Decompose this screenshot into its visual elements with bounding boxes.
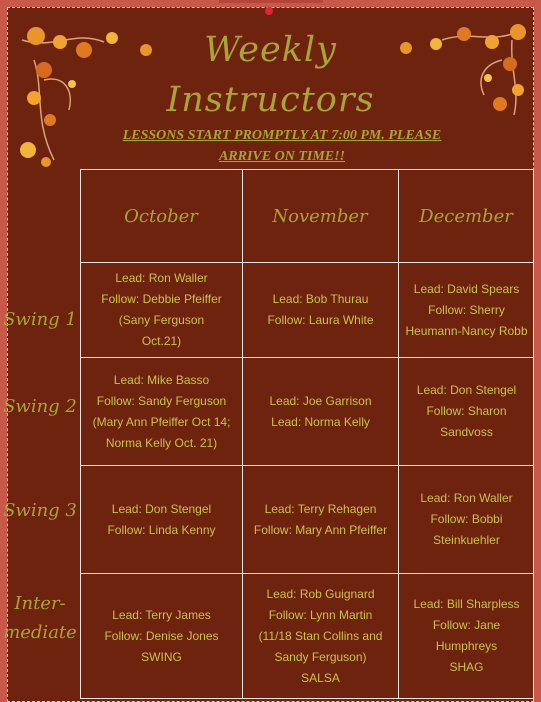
cell-text-line: Norma Kelly Oct. 21) [105,435,218,450]
cell-text-line: Humphreys [435,639,498,653]
cell-text-line: SALSA [301,670,340,685]
cell-text-line: Follow: Lynn Martin [268,607,373,622]
notice-line-1: LESSONS START PROMPTLY AT 7:00 PM. PLEASE [122,128,442,143]
schedule-cell [243,263,398,357]
cell-text-line: Lead: Terry Rehagen [264,501,377,516]
cell-text-line: Follow: Linda Kenny [107,522,216,537]
schedule-cell [81,358,242,465]
cell-text-line: Follow: Laura White [267,313,374,327]
title-line-1: Weekly [204,30,337,70]
cell-text-line: Sandy Ferguson) [274,649,367,664]
row-label: Swing 1 [3,309,77,330]
cell-text-line: Steinkuehler [433,533,500,547]
title-line-2: Instructors [166,80,375,120]
cell-text-line: Lead: Bill Sharpless [413,597,520,611]
cell-text-line: Heumann-Nancy Robb [405,323,528,338]
row-label: Swing 2 [3,396,77,417]
cell-text-line: Oct.21) [141,334,182,348]
cell-text-line: Lead: Don Stengel [416,383,517,397]
cell-text-line: Follow: Sherry [428,302,505,317]
cell-text-line: Lead: Ron Waller [115,271,208,285]
pin-icon [265,7,273,15]
cell-text-line: Follow: Bobbi [430,512,503,526]
cell-text-line: Follow: Debbie Pfeiffer [101,292,222,306]
cell-text-line: Follow: Mary Ann Pfeiffer [253,522,388,537]
schedule-cell [243,574,398,698]
row-label: mediate [3,622,77,643]
notice [92,125,472,167]
month-header: October [124,206,198,227]
schedule-cell [243,466,398,573]
schedule-cell [81,263,242,357]
cell-text-line: Lead: Terry James [112,607,211,622]
cell-text-line: Lead: Rob Guignard [266,586,375,601]
cell-text-line: Lead: Norma Kelly [271,414,370,429]
cell-text-line: (Mary Ann Pfeiffer Oct 14; [92,414,231,429]
cell-text-line: Lead: Don Stengel [111,501,212,516]
month-header: November [272,206,368,227]
schedule-cell [399,263,534,357]
cell-text-line: SHAG [449,660,484,674]
row-label: Inter- [14,593,66,614]
row-label: Swing 3 [3,500,77,521]
cell-text-line: Lead: Bob Thurau [272,292,369,306]
schedule-cell [81,574,242,698]
schedule-cell [81,466,242,573]
cell-text-line: Follow: Jane [432,618,501,632]
cell-text-line: Lead: Mike Basso [113,372,210,387]
schedule-cell [243,358,398,465]
cell-text-line: Follow: Denise Jones [104,628,219,643]
cell-text-line: Follow: Sharon [426,404,507,418]
cell-text-line: Lead: Joe Garrison [269,393,372,408]
cell-text-line: (Sany Ferguson [118,313,205,327]
schedule-cell [399,358,534,465]
schedule-cell [399,574,534,698]
schedule-cell [399,466,534,573]
cell-text-line: (11/18 Stan Collins and [258,628,383,643]
cell-text-line: Sandvoss [440,425,493,439]
cell-text-line: Lead: Ron Waller [420,491,513,505]
notice-line-2: ARRIVE ON TIME!! [218,149,346,164]
top-tab [219,0,323,3]
cell-text-line: Follow: Sandy Ferguson [96,393,227,408]
cell-text-line: SWING [141,649,182,664]
month-header: December [419,206,513,227]
cell-text-line: Lead: David Spears [413,281,520,296]
